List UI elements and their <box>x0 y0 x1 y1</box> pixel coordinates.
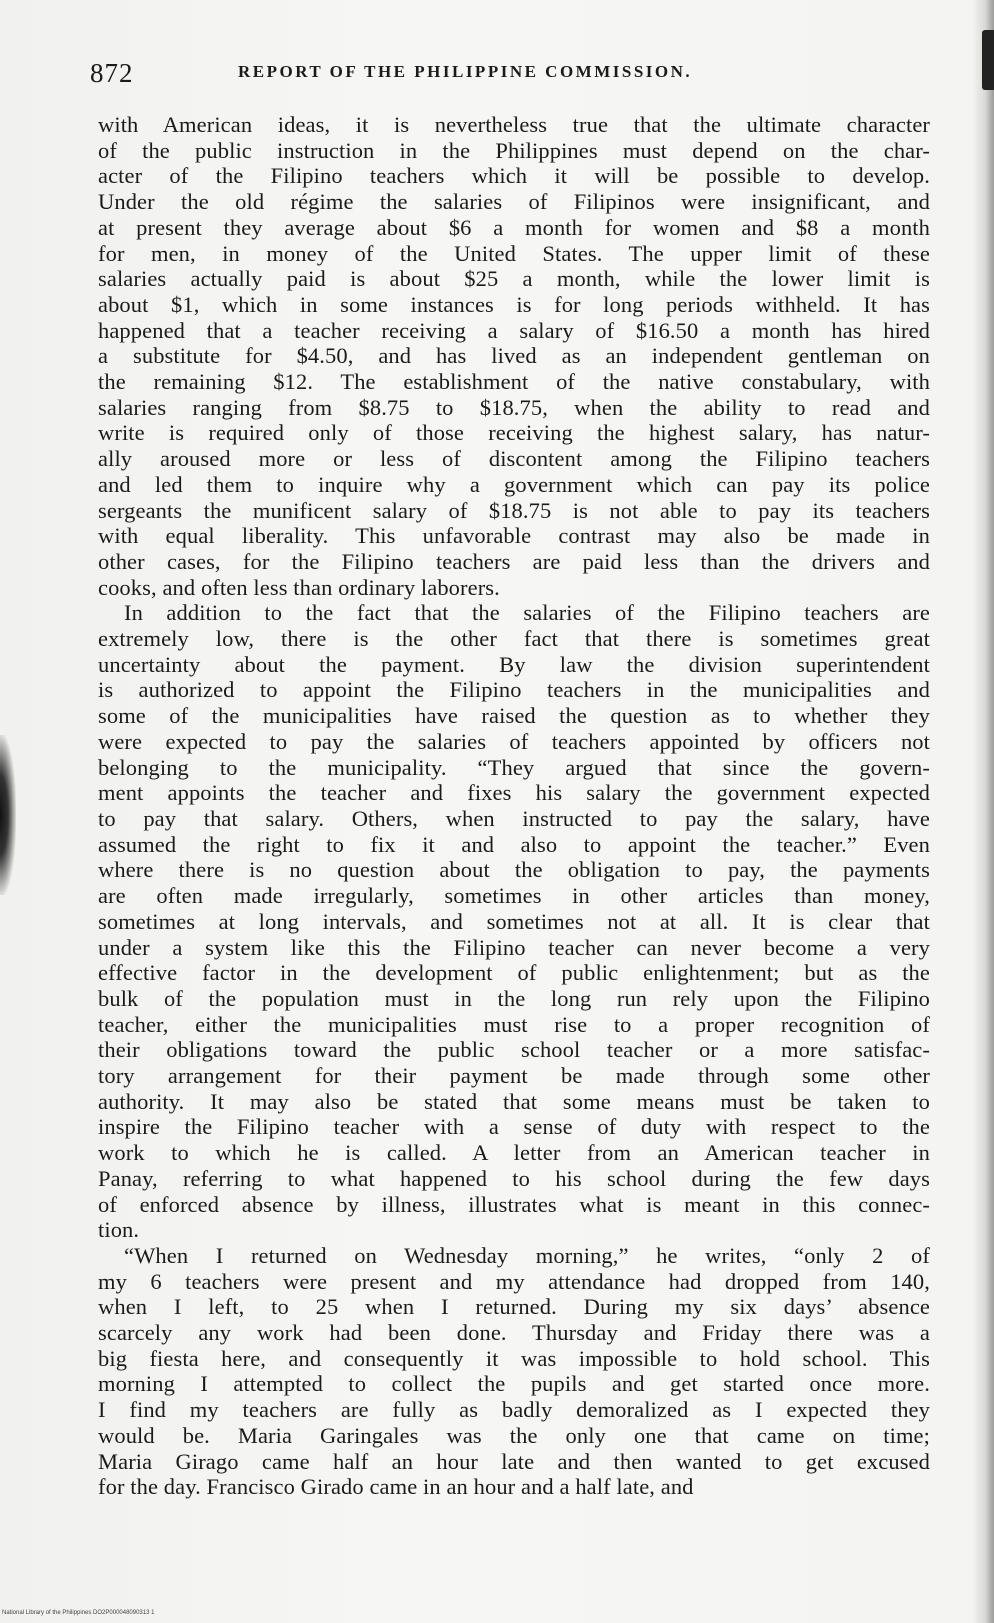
text-line: Under the old régime the salaries of Filipinos were insignificant, and <box>98 189 930 215</box>
text-line: at present they average about $6 a month for women and $8 a month <box>98 214 930 240</box>
text-line: with equal liberality. This unfavorable contrast may also be made in <box>98 523 930 549</box>
text-line: “When I returned on Wednesday morning,” he writes, “only 2 of <box>124 1242 930 1268</box>
text-line: for the day. Francisco Girado came in an hour and a half late, and <box>98 1474 694 1500</box>
paragraph <box>98 600 930 1243</box>
text-line: belonging to the municipality. “They argued that since the govern- <box>98 754 930 780</box>
text-line: sergeants the munificent salary of $18.75 is not able to pay its teachers <box>98 497 930 523</box>
text-line: the remaining $12. The establishment of the native constabulary, with <box>98 369 930 395</box>
scan-footer-note: National Library of the Philippines DO2P000048090313 1 <box>2 1610 155 1616</box>
text-line: other cases, for the Filipino teachers are paid less than the drivers and <box>98 548 930 574</box>
page-edge <box>972 0 994 1623</box>
text-line: salaries ranging from $8.75 to $18.75, when the ability to read and <box>98 394 930 420</box>
text-line: tory arrangement for their payment be made through some other <box>98 1063 930 1089</box>
text-line: of the public instruction in the Philippines must depend on the char- <box>98 137 930 163</box>
page-header <box>90 58 920 92</box>
text-line: acter of the Filipino teachers which it will be possible to develop. <box>98 163 930 189</box>
text-line: when I left, to 25 when I returned. During my six days’ absence <box>98 1294 930 1320</box>
text-line: cooks, and often less than ordinary laborers. <box>98 574 500 600</box>
text-line: work to which he is called. A letter from an American teacher in <box>98 1140 930 1166</box>
text-line: I find my teachers are fully as badly demoralized as I expected they <box>98 1397 930 1423</box>
text-line: happened that a teacher receiving a salary of $16.50 a month has hired <box>98 317 930 343</box>
text-line: for men, in money of the United States. The upper limit of these <box>98 240 930 266</box>
text-line: would be. Maria Garingales was the only one that came on time; <box>98 1422 930 1448</box>
text-line: salaries actually paid is about $25 a month, while the lower limit is <box>98 266 930 292</box>
text-line: Maria Girago came half an hour late and then wanted to get excused <box>98 1448 930 1474</box>
running-head: REPORT OF THE PHILIPPINE COMMISSION. <box>238 62 693 81</box>
text-line: uncertainty about the payment. By law the division superintendent <box>98 651 930 677</box>
text-line: were expected to pay the salaries of teachers appointed by officers not <box>98 728 930 754</box>
text-line: is authorized to appoint the Filipino teachers in the municipalities and <box>98 677 930 703</box>
text-line: morning I attempted to collect the pupils and get started once more. <box>98 1371 930 1397</box>
text-line: are often made irregularly, sometimes in other articles than money, <box>98 883 930 909</box>
text-line: where there is no question about the obligation to pay, the payments <box>98 857 930 883</box>
text-line: a substitute for $4.50, and has lived as an independent gentleman on <box>98 343 930 369</box>
binding-shadow <box>0 735 16 895</box>
text-line: teacher, either the municipalities must rise to a proper recognition of <box>98 1011 930 1037</box>
text-line: bulk of the population must in the long run rely upon the Filipino <box>98 985 930 1011</box>
body-text <box>98 112 930 1500</box>
text-line: tion. <box>98 1217 140 1243</box>
text-line: assumed the right to fix it and also to appoint the teacher.” Even <box>98 831 930 857</box>
text-line: Panay, referring to what happened to his school during the few days <box>98 1165 930 1191</box>
paragraph <box>98 112 930 600</box>
text-line: authority. It may also be stated that some means must be taken to <box>98 1088 930 1114</box>
text-line: write is required only of those receiving the highest salary, has natur- <box>98 420 930 446</box>
text-line: In addition to the fact that the salaries of the Filipino teachers are <box>124 600 930 626</box>
text-line: some of the municipalities have raised the question as to whether they <box>98 703 930 729</box>
text-line: under a system like this the Filipino teacher can never become a very <box>98 934 930 960</box>
text-line: about $1, which in some instances is for long periods withheld. It has <box>98 291 930 317</box>
text-line: ment appoints the teacher and fixes his salary the government expected <box>98 780 930 806</box>
text-line: and led them to inquire why a government which can pay its police <box>98 471 930 497</box>
text-line: my 6 teachers were present and my attendance had dropped from 140, <box>98 1268 930 1294</box>
page-edge-tab <box>982 30 994 90</box>
text-line: to pay that salary. Others, when instructed to pay the salary, have <box>98 805 930 831</box>
text-line: big fiesta here, and consequently it was impossible to hold school. This <box>98 1345 930 1371</box>
page-number: 872 <box>90 58 134 88</box>
paragraph <box>98 1243 930 1500</box>
text-line: with American ideas, it is nevertheless true that the ultimate character <box>98 112 930 137</box>
text-line: extremely low, there is the other fact that there is sometimes great <box>98 626 930 652</box>
text-line: of enforced absence by illness, illustrates what is meant in this connec- <box>98 1191 930 1217</box>
text-line: their obligations toward the public school teacher or a more satisfac- <box>98 1037 930 1063</box>
text-line: effective factor in the development of public enlightenment; but as the <box>98 960 930 986</box>
text-line: ally aroused more or less of discontent among the Filipino teachers <box>98 446 930 472</box>
text-line: sometimes at long intervals, and sometimes not at all. It is clear that <box>98 908 930 934</box>
text-line: scarcely any work had been done. Thursday and Friday there was a <box>98 1320 930 1346</box>
text-line: inspire the Filipino teacher with a sense of duty with respect to the <box>98 1114 930 1140</box>
